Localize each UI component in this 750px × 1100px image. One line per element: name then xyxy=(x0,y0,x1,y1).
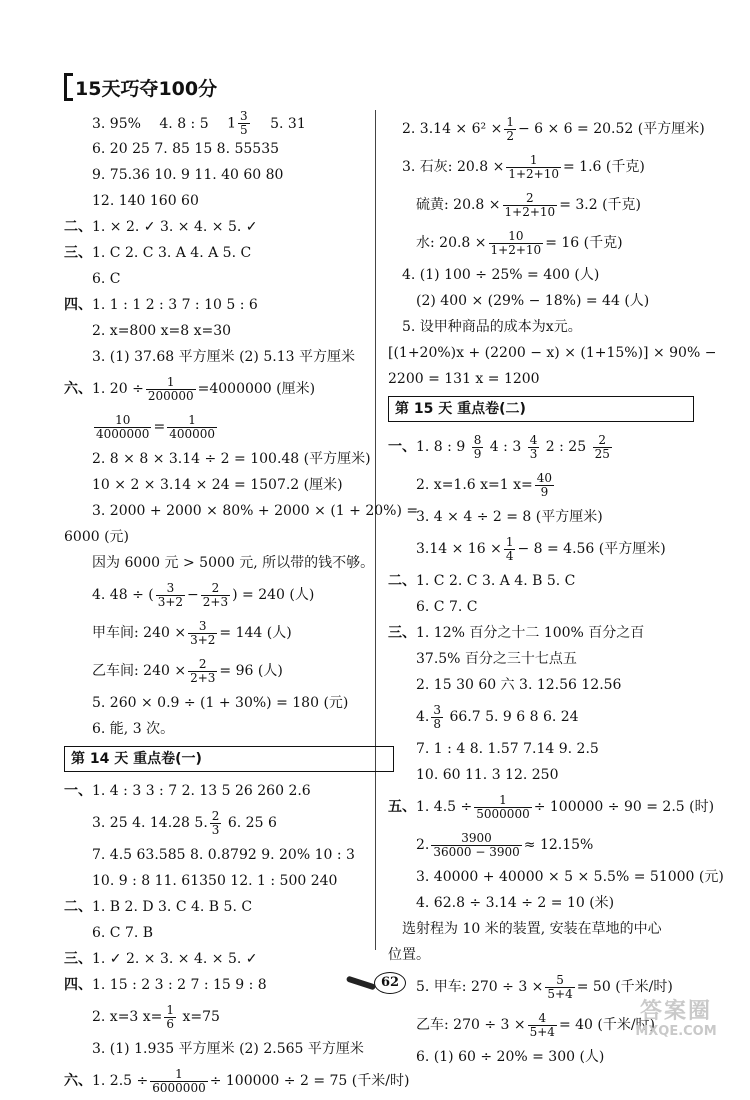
fraction-denominator: 8 xyxy=(433,716,441,731)
equation-part: 2. x=1.6 x=1 x= xyxy=(416,477,533,493)
answer-line: 10. 9 : 8 11. 61350 12. 1 : 500 240 xyxy=(92,873,338,889)
answer-line: 12. 140 160 60 xyxy=(92,193,199,209)
book-brand-logo xyxy=(64,74,217,100)
section-line xyxy=(64,240,394,266)
equation-part: = 50 (千米/时) xyxy=(576,979,673,995)
answer-line: 选射程为 10 米的装置, 安装在草地的中心 xyxy=(402,921,662,937)
section-line xyxy=(388,620,694,646)
fraction-numerator: 3 xyxy=(188,620,217,634)
answer-line: 7. 1 : 4 8. 1.57 7.14 9. 2.5 xyxy=(416,741,599,757)
answer-line: 5. 设甲种商品的成本为x元。 xyxy=(402,319,582,335)
answer-line xyxy=(388,530,694,568)
mixed-fraction xyxy=(227,110,252,137)
section-label: 四、 xyxy=(64,977,92,993)
fraction xyxy=(431,832,521,859)
equation-part: 1. 4.5 ÷ xyxy=(416,799,473,815)
answer-text: 1. ✓ 2. × 3. × 4. × 5. ✓ xyxy=(92,951,258,967)
fraction xyxy=(201,582,230,609)
answer-line: 5. 260 × 0.9 ÷ (1 + 30%) = 180 (元) xyxy=(92,695,349,711)
fraction-denominator: 2+3 xyxy=(202,594,229,609)
fraction xyxy=(528,1012,557,1039)
fraction xyxy=(238,110,250,137)
answer-line: 因为 6000 元 > 5000 元, 所以带的钱不够。 xyxy=(92,555,375,571)
fraction-denominator: 3 xyxy=(211,822,220,837)
fraction xyxy=(210,810,222,837)
fraction xyxy=(146,376,196,403)
fraction xyxy=(528,434,540,461)
answer-line: 6. C 7. C xyxy=(416,599,478,615)
fraction xyxy=(593,434,612,461)
fraction-denominator: 5+4 xyxy=(547,986,573,1001)
fraction xyxy=(94,414,151,441)
answer-text: 4. 8 : 5 xyxy=(159,115,209,132)
equation-part: = 144 (人) xyxy=(219,625,292,641)
section-label: 一、 xyxy=(388,439,416,455)
answer-text: 1. 12% 百分之十二 100% 百分之百 xyxy=(416,625,645,641)
answer-text: 1. C 2. C 3. A 4. A 5. C xyxy=(92,245,252,261)
equation-part: − xyxy=(187,587,199,603)
section-line xyxy=(388,428,694,466)
equation-part: 2. xyxy=(416,837,430,853)
answer-line: 37.5% 百分之三十七点五 xyxy=(416,651,577,667)
equation-part: 甲车间: 240 × xyxy=(92,625,187,641)
section-label: 三、 xyxy=(64,951,92,967)
answer-line xyxy=(64,998,394,1036)
equation-part: x=75 xyxy=(178,1009,220,1025)
equation-part: 硫黄: 20.8 × xyxy=(416,197,501,213)
answer-line: 3. 4 × 4 ÷ 2 = 8 (平方厘米) xyxy=(416,509,603,525)
equation-part: 4 : 3 xyxy=(489,439,522,455)
fraction-numerator: 1 xyxy=(506,114,514,129)
fraction-numerator: 5 xyxy=(545,974,574,988)
section-label: 三、 xyxy=(64,245,92,261)
equation-part: 3. 25 4. 14.28 5. xyxy=(92,815,208,831)
answer-line: 3. 2000 + 2000 × 80% + 2000 × (1 + 20%) = xyxy=(92,503,419,519)
answer-line: 位置。 xyxy=(388,947,430,963)
equation-part: 66.7 5. 9 6 8 6. 24 xyxy=(445,709,579,725)
section-label: 三、 xyxy=(388,625,416,641)
brand-title: 15天巧夺100分 xyxy=(75,77,218,100)
fraction xyxy=(164,1004,176,1031)
fraction-numerator: 2 xyxy=(593,434,612,448)
answer-line: 3. (1) 37.68 平方厘米 (2) 5.13 平方厘米 xyxy=(92,349,355,365)
section-header: 第 15 天 重点卷(二) xyxy=(388,396,694,422)
fraction-numerator: 2 xyxy=(503,192,558,206)
answer-line: 9. 75.36 10. 9 11. 40 60 80 xyxy=(92,167,284,183)
equation-part: = 16 (千克) xyxy=(545,235,623,251)
section-line xyxy=(64,972,394,998)
section-label: 一、 xyxy=(64,783,92,799)
answer-line xyxy=(64,110,394,136)
answer-line xyxy=(388,148,694,186)
answer-text: 1. × 2. ✓ 3. × 4. × 5. ✓ xyxy=(92,219,258,235)
answer-line: 2. 15 30 60 六 3. 12.56 12.56 xyxy=(416,677,622,693)
fraction-numerator: 2 xyxy=(201,582,230,596)
fraction-denominator: 2 xyxy=(506,128,514,143)
fraction xyxy=(188,658,217,685)
watermark xyxy=(616,999,736,1046)
equation-part: 1. 20 ÷ xyxy=(92,381,144,397)
equation-part: 5. 甲车: 270 ÷ 3 × xyxy=(416,979,544,995)
fraction-denominator: 2+3 xyxy=(190,670,216,685)
page-number: 62 xyxy=(374,972,406,994)
equation-part: =4000000 (厘米) xyxy=(197,381,316,397)
equation-part: 2. x=3 x= xyxy=(92,1009,163,1025)
fraction-numerator: 10 xyxy=(489,230,544,244)
equation-part: ÷ 100000 ÷ 2 = 75 (千米/时) xyxy=(209,1073,410,1089)
fraction-denominator: 1+2+10 xyxy=(508,166,559,181)
answer-line: 6. (1) 60 ÷ 20% = 300 (人) xyxy=(416,1049,605,1065)
fraction-denominator: 6000000 xyxy=(152,1080,206,1095)
answer-line xyxy=(388,224,694,262)
fraction-denominator: 36000 − 3900 xyxy=(433,844,520,859)
section-label: 二、 xyxy=(388,573,416,589)
fraction xyxy=(489,230,544,257)
fraction xyxy=(431,704,443,731)
answer-line xyxy=(388,826,694,864)
answer-text: 1. 15 : 2 3 : 2 7 : 15 9 : 8 xyxy=(92,977,267,993)
fraction-numerator: 3 xyxy=(433,702,441,717)
watermark-url: MXQE.COM xyxy=(635,1024,717,1039)
fraction-numerator: 40 xyxy=(536,470,553,485)
fraction-numerator: 2 xyxy=(211,808,220,823)
fraction-denominator: 9 xyxy=(473,446,482,461)
answer-line xyxy=(388,186,694,224)
equation-part: 2. 3.14 × 6² × xyxy=(402,121,503,137)
section-header: 第 14 天 重点卷(一) xyxy=(64,746,394,772)
fraction xyxy=(545,974,574,1001)
answer-line: 2200 = 131 x = 1200 xyxy=(388,371,540,387)
equation-part: 6. 25 6 xyxy=(223,815,277,831)
answer-line: 7. 4.5 63.585 8. 0.8792 9. 20% 10 : 3 xyxy=(92,847,355,863)
page-number-badge xyxy=(346,968,406,998)
fraction-numerator: 3900 xyxy=(431,832,521,846)
fraction xyxy=(167,414,217,441)
equation-part: − 6 × 6 = 20.52 (平方厘米) xyxy=(517,121,705,137)
equation-part: ≈ 12.15% xyxy=(523,837,594,853)
fraction-denominator: 5+4 xyxy=(529,1024,555,1039)
fraction xyxy=(503,192,558,219)
equation-part: 3. 石灰: 20.8 × xyxy=(402,159,505,175)
equation-part: ) = 240 (人) xyxy=(232,587,315,603)
section-label: 五、 xyxy=(388,799,416,815)
answer-text: 1. B 2. D 3. C 4. B 5. C xyxy=(92,899,253,915)
section-label: 二、 xyxy=(64,899,92,915)
fraction-denominator: 3 xyxy=(529,446,538,461)
fraction-numerator: 1 xyxy=(505,534,514,549)
equation-part: 乙车: 270 ÷ 3 × xyxy=(416,1017,526,1033)
answer-line xyxy=(64,614,394,652)
answer-line: 6000 (元) xyxy=(64,529,130,545)
equation-part: 4. xyxy=(416,709,430,725)
equation-part: ÷ 100000 ÷ 90 = 2.5 (时) xyxy=(533,799,715,815)
answer-text: 1. 4 : 3 3 : 7 2. 13 5 26 260 2.6 xyxy=(92,783,311,799)
answer-line xyxy=(64,408,394,446)
section-label: 四、 xyxy=(64,297,92,313)
fraction-numerator: 1 xyxy=(146,376,196,390)
answer-line: 2. 8 × 8 × 3.14 ÷ 2 = 100.48 (平方厘米) xyxy=(92,451,371,467)
equation-part: 1. 2.5 ÷ xyxy=(92,1073,149,1089)
section-line xyxy=(64,946,394,972)
equation-part: = xyxy=(153,419,166,435)
fraction-denominator: 400000 xyxy=(169,426,215,441)
equation-part: 3.14 × 16 × xyxy=(416,541,502,557)
brand-bracket-icon xyxy=(64,73,73,101)
equation-part: 水: 20.8 × xyxy=(416,235,487,251)
section-line xyxy=(64,1062,410,1100)
equation-part: = 96 (人) xyxy=(219,663,283,679)
equation-part: = 40 (千米/时) xyxy=(558,1017,656,1033)
fraction-denominator: 200000 xyxy=(147,388,194,403)
section-line xyxy=(388,788,715,826)
answer-line xyxy=(388,698,694,736)
fraction-denominator: 1+2+10 xyxy=(504,204,556,219)
fraction xyxy=(504,116,516,143)
fraction-numerator: 1 xyxy=(150,1068,207,1082)
fraction-denominator: 3+2 xyxy=(190,632,216,647)
fraction xyxy=(156,582,185,609)
section-line xyxy=(64,370,394,408)
fraction xyxy=(474,794,531,821)
section-label: 六、 xyxy=(64,381,92,397)
answer-line: 3. 40000 + 40000 × 5 × 5.5% = 51000 (元) xyxy=(416,869,724,885)
equation-part: = 3.2 (千克) xyxy=(559,197,642,213)
equation-part: 1. 8 : 9 xyxy=(416,439,466,455)
answer-text: 1. C 2. C 3. A 4. B 5. C xyxy=(416,573,576,589)
answer-line: (2) 400 × (29% − 18%) = 44 (人) xyxy=(416,293,650,309)
fraction xyxy=(535,472,554,499)
answer-line: 3. (1) 1.935 平方厘米 (2) 2.565 平方厘米 xyxy=(92,1041,364,1057)
fraction-numerator: 4 xyxy=(529,432,538,447)
answer-text: 5. 31 xyxy=(270,115,306,132)
answer-line: 10. 60 11. 3 12. 250 xyxy=(416,767,559,783)
answer-text: 3. 95% xyxy=(92,115,141,132)
fraction-denominator: 6 xyxy=(166,1016,175,1031)
section-label: 二、 xyxy=(64,219,92,235)
fraction xyxy=(504,536,516,563)
answer-line: 6. C 7. B xyxy=(92,925,154,941)
answer-line xyxy=(64,576,394,614)
answer-line: 6. C xyxy=(92,271,121,287)
equation-part: = 1.6 (千克) xyxy=(562,159,645,175)
fraction-numerator: 1 xyxy=(506,154,561,168)
fraction-numerator: 1 xyxy=(167,414,217,428)
section-line xyxy=(64,778,394,804)
fraction-numerator: 4 xyxy=(528,1012,557,1026)
answer-line: 2. x=800 x=8 x=30 xyxy=(92,323,232,339)
answer-line: 6. 20 25 7. 85 15 8. 55535 xyxy=(92,141,280,157)
fraction-numerator: 3 xyxy=(240,109,248,123)
fraction-denominator: 9 xyxy=(540,484,549,499)
answer-line: 10 × 2 × 3.14 × 24 = 1507.2 (厘米) xyxy=(92,477,343,493)
answer-line: 4. 62.8 ÷ 3.14 ÷ 2 = 10 (米) xyxy=(416,895,615,911)
fraction-denominator: 1+2+10 xyxy=(490,242,542,257)
fraction-whole: 1 xyxy=(227,115,237,132)
fraction-numerator: 3 xyxy=(156,582,185,596)
fraction-numerator: 2 xyxy=(188,658,217,672)
equation-part: 2 : 25 xyxy=(545,439,587,455)
answer-line xyxy=(64,652,394,690)
fraction-denominator: 5 xyxy=(240,123,248,137)
answer-line xyxy=(64,804,394,842)
pen-icon xyxy=(346,976,376,991)
fraction-denominator: 4000000 xyxy=(96,426,150,441)
fraction-numerator: 10 xyxy=(94,414,151,428)
watermark-title: 答案圈 xyxy=(639,999,712,1024)
section-line xyxy=(64,894,394,920)
answer-line: [(1+20%)x + (2200 − x) × (1+15%)] × 90% − xyxy=(388,345,717,361)
section-line xyxy=(64,214,394,240)
section-label: 六、 xyxy=(64,1073,92,1089)
section-line xyxy=(388,568,694,594)
fraction-denominator: 25 xyxy=(594,446,610,461)
fraction-numerator: 1 xyxy=(166,1002,175,1017)
fraction xyxy=(472,434,484,461)
equation-part: 4. 48 ÷ ( xyxy=(92,587,154,603)
fraction-denominator: 5000000 xyxy=(476,806,530,821)
right-column xyxy=(388,110,724,1070)
fraction xyxy=(506,154,561,181)
answer-line xyxy=(388,110,705,148)
fraction-denominator: 3+2 xyxy=(157,594,184,609)
fraction xyxy=(150,1068,207,1095)
fraction-numerator: 8 xyxy=(473,432,482,447)
answer-line xyxy=(388,466,694,504)
fraction xyxy=(188,620,217,647)
equation-part: − 8 = 4.56 (平方厘米) xyxy=(517,541,666,557)
answer-line: 4. (1) 100 ÷ 25% = 400 (人) xyxy=(402,267,600,283)
section-line xyxy=(64,292,394,318)
equation-part: 乙车间: 240 × xyxy=(92,663,187,679)
answer-text: 1. 1 : 1 2 : 3 7 : 10 5 : 6 xyxy=(92,297,258,313)
fraction-numerator: 1 xyxy=(474,794,531,808)
fraction-denominator: 4 xyxy=(505,548,514,563)
answer-line: 6. 能, 3 次。 xyxy=(92,721,175,737)
